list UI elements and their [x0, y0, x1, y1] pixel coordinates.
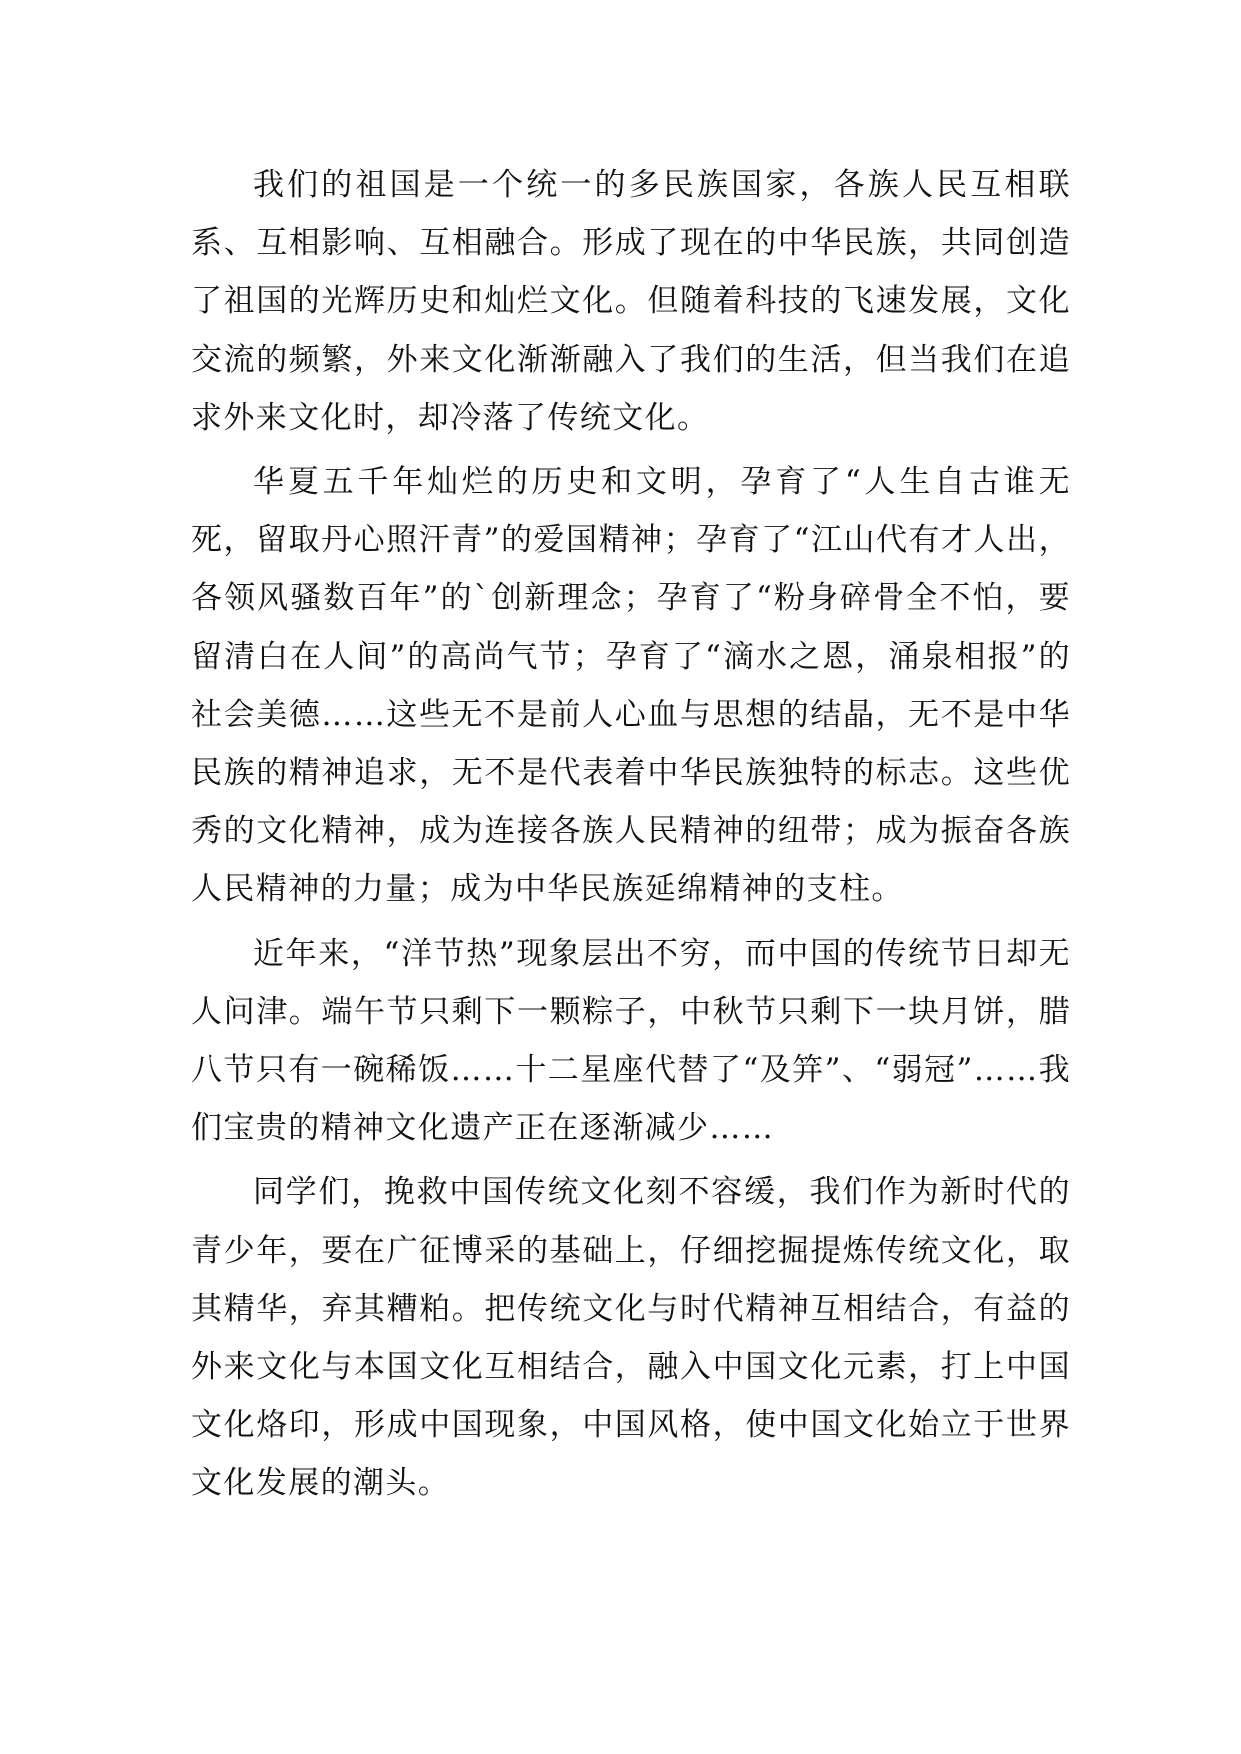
document-body: [191, 156, 1071, 1513]
paragraph-2: 华夏五千年灿烂的历史和文明，孕育了“人生自古谁无死，留取丹心照汗青”的爱国精神；孕育了“江山代有才人出，各领风骚数百年”的`创新理念；孕育了“粉身碎骨全不怕，要留清白在人间”的高尚气节；孕育了“滴水之恩，涌泉相报”的社会美德……这些无不是前人心血与思想的结晶，无不是中华民族的精神追求，无不是代表着中华民族独特的标志。这些优秀的文化精神，成为连接各族人民精神的纽带；成为振奋各族人民精神的力量；成为中华民族延绵精神的支柱。: [191, 464, 1071, 908]
paragraph-1: 我们的祖国是一个统一的多民族国家，各族人民互相联系、互相影响、互相融合。形成了现在的中华民族，共同创造了祖国的光辉历史和灿烂文化。但随着科技的飞速发展，文化交流的频繁，外来文化渐渐融入了我们的生活，但当我们在追求外来文化时，却冷落了传统文化。: [191, 167, 1071, 436]
paragraph-4: 同学们，挽救中国传统文化刻不容缓，我们作为新时代的青少年，要在广征博采的基础上，仔细挖掘提炼传统文化，取其精华，弃其糟粕。把传统文化与时代精神互相结合，有益的外来文化与本国文化互相结合，融入中国文化元素，打上中国文化烙印，形成中国现象，中国风格，使中国文化始立于世界文化发展的潮头。: [191, 1174, 1071, 1502]
paragraph-3: 近年来，“洋节热”现象层出不穷，而中国的传统节日却无人问津。端午节只剩下一颗粽子，中秋节只剩下一块月饼，腊八节只有一碗稀饭……十二星座代替了“及笄”、“弱冠”……我们宝贵的精神文化遗产正在逐渐减少……: [191, 935, 1071, 1147]
